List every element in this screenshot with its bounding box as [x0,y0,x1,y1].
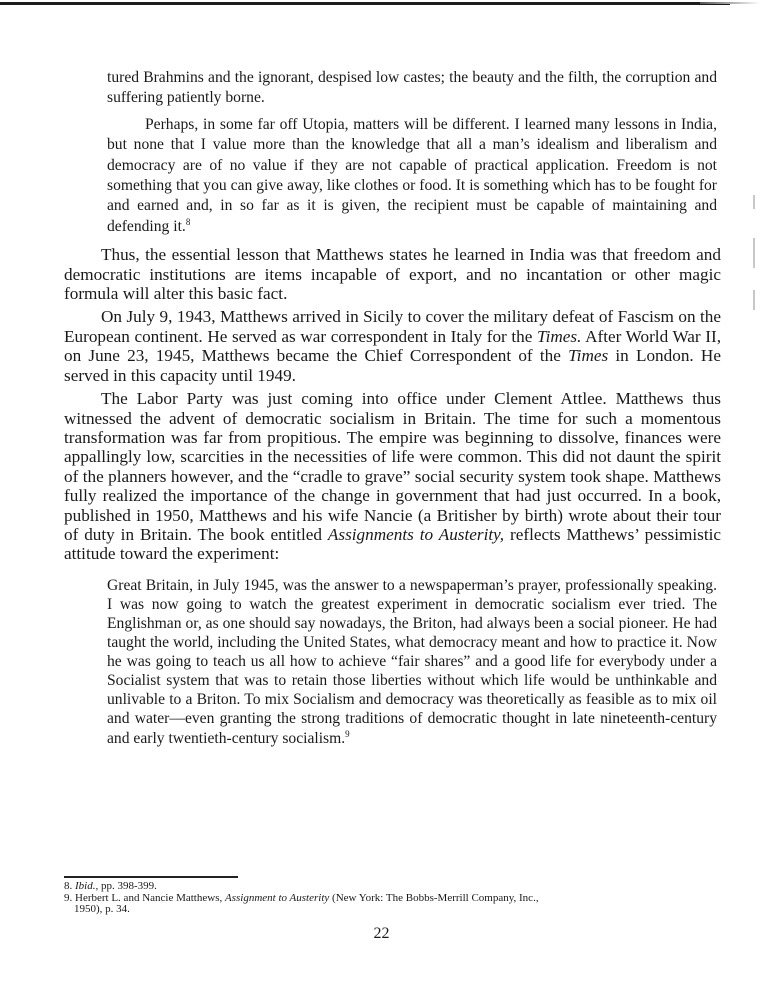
margin-mark [753,195,755,209]
text-run: After World War II, on June 23, 1945, Matthews became the Chief Correspondent of the [64,326,721,366]
quote-paragraph: tured Brahmins and the ignorant, despised low castes; the beauty and the filth, the corruption and suffering patiently borne. [107,69,717,107]
newspaper-title: Times [568,346,609,366]
newspaper-title: Times. [537,326,582,346]
body-paragraph: Thus, the essential lesson that Matthews states he learned in India was that freedom and democratic institutions are items incapable of export, and no incantation or other magic formula will alter this basic fact. [64,245,721,304]
page-content [64,68,721,748]
page-number: 22 [373,925,390,942]
text-run: The Labor Party was just coming into office under Clement Attlee. Matthews thus witnessed the advent of democratic socialism in Britain. The time for such a momentous transformation was far from propitious. The empire was beginning to dissolve, finances were appallingly low, scarcities in the necessities of life were common. This did not daunt the spirit of the planners however, and the “cradle to grave” social security system took shape. Matthews fully realized the importance of the change in government that had just occurred. In a book, published in 1950, Matthews and his wife Nancie (a Britisher by birth) wrote about their tour of duty in Britain. The book entitled [64,389,721,544]
margin-mark [753,238,755,268]
text-run: reflects Matthews’ pessimistic attitude toward the experiment: [64,524,721,564]
book-title: Assignments to Austerity, [327,524,505,544]
footnote-number: 9. [64,891,73,904]
footnote-text: pp. 398-399. [98,880,157,892]
top-border-fade [700,2,760,4]
footnote-ibid: Ibid., [75,880,99,892]
body-paragraph [64,389,721,564]
footnote-rule [64,876,238,878]
text-run: On July 9, 1943, Matthews arrived in Sicily to cover the military defeat of Fascism on the European continent. He served as war correspondent in Italy for the [64,307,721,346]
body-text [64,245,721,564]
footnote-text: Herbert L. and Nancie Matthews, [72,891,225,904]
footnote-9-continued: 1950), p. 34. [74,903,130,915]
footnote-book-title: Assignment to Austerity [224,891,330,904]
footnote-9 [64,893,721,905]
body-paragraph [64,307,721,385]
top-border-line [0,2,730,5]
quote-paragraph [107,576,717,748]
quote-text: Perhaps, in some far off Utopia, matters will be different. I learned many lessons in India, but none that I value more than the knowledge that all a man’s idealism and liberalism and democracy are of no value if they are not capable of practical application. Freedom is not something that you can give away, like clothes or food. It is something which has to be fought for and earned and, in so far as it is given, the recipient must be capable of maintaining and defending it. [107,115,717,235]
text-run: in London. He served in this capacity until 1949. [64,346,721,385]
footnote-text: (New York: The Bobbs-Merrill Company, Inc., [329,891,539,904]
footnote-ref[interactable]: 9 [345,728,350,739]
quote-text: Great Britain, in July 1945, was the answer to a newspaperman’s prayer, professionally speaking. I was now going to watch the greatest experiment in democratic socialism ever tried. The Englishman or, as one should say nowadays, the Briton, had always been a social pioneer. He had taught the world, including the United States, what democracy meant and how to practice it. Now he was going to teach us all how to achieve “fair shares” and a good life for everybody under a Socialist system that was to retain those liberties without which life would be unthinkable and unlivable to a Briton. To mix Socialism and democracy was theoretically as feasible as to mix oil and water—even granting the strong traditions of democratic thought in late nineteenth-century and early twentieth-century socialism. [107,576,717,747]
block-quote-britain [107,576,717,748]
footnote-number: 8. [64,880,73,892]
footnote-ref[interactable]: 8 [185,216,191,227]
block-quote-india [107,68,717,237]
margin-mark [753,290,755,310]
footnotes [64,881,721,916]
quote-paragraph [107,115,717,237]
